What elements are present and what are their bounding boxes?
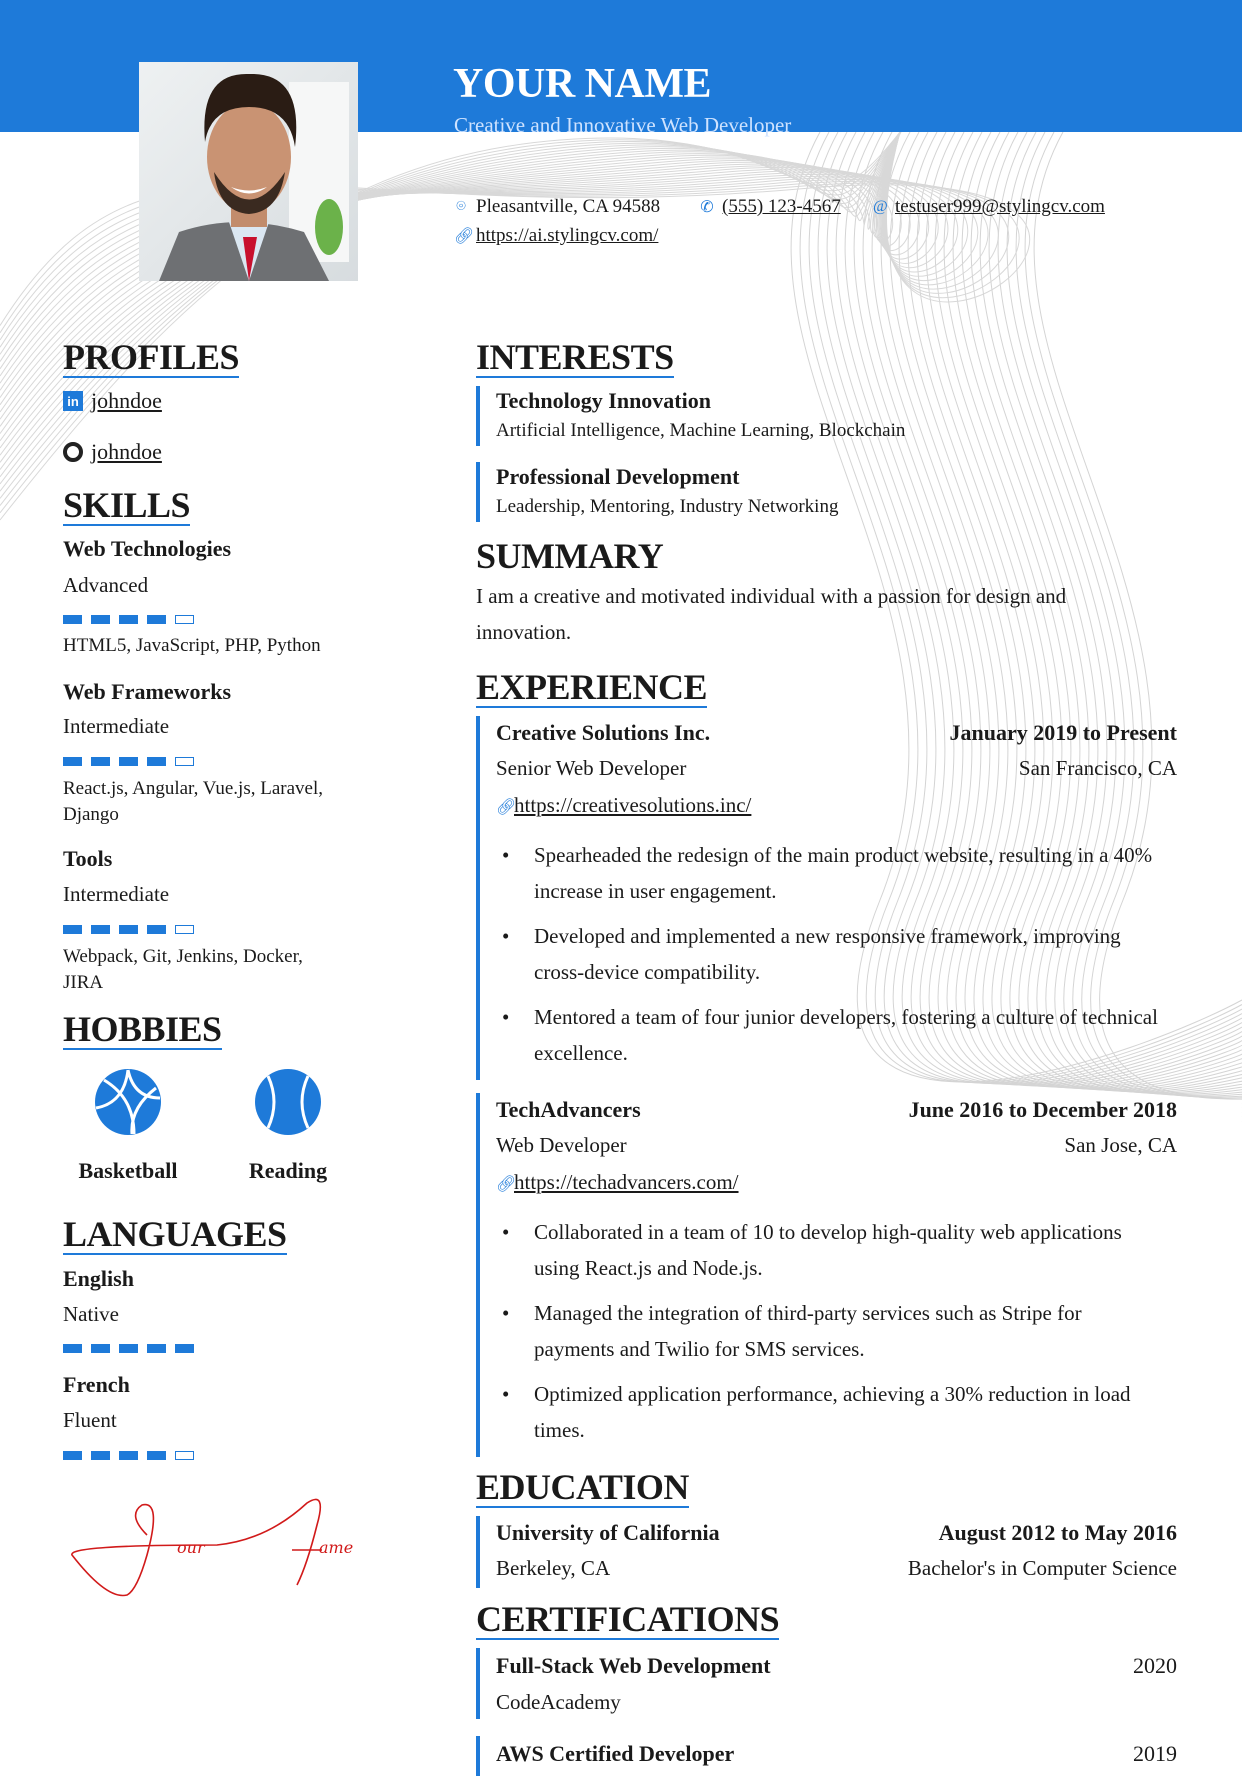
experience-item — [476, 1093, 1177, 1457]
phone-icon: ✆ — [700, 199, 714, 216]
rating-segment-filled — [91, 925, 110, 934]
skill-level: Intermediate — [63, 882, 170, 906]
skill-rating — [63, 757, 194, 766]
rating-segment-filled — [147, 1451, 166, 1460]
skill-keywords: Webpack, Git, Jenkins, Docker, — [63, 946, 303, 967]
certification-issuer: CodeAcademy — [496, 1690, 621, 1714]
rating-segment-filled — [147, 1344, 166, 1353]
email-link[interactable]: testuser999@stylingcv.com — [895, 196, 1105, 217]
education-degree: Bachelor's in Computer Science — [907, 1556, 1177, 1580]
contact-website[interactable] — [454, 225, 658, 247]
skills-heading: SKILLS — [63, 485, 191, 525]
baseball-icon — [254, 1068, 322, 1136]
skill-name: Tools — [63, 846, 113, 871]
experience-bullet: • Mentored a team of four junior developers, fostering a culture of technical excellence. — [496, 999, 1167, 1071]
rating-segment-filled — [119, 1451, 138, 1460]
candidate-name: YOUR NAME — [453, 61, 711, 107]
job-dates: June 2016 to December 2018 — [908, 1097, 1177, 1122]
rating-segment-filled — [175, 1344, 194, 1353]
rating-segment-filled — [91, 1344, 110, 1353]
skill-keywords: React.js, Angular, Vue.js, Laravel, — [63, 778, 323, 799]
rating-segment-filled — [63, 757, 82, 766]
education-item — [476, 1516, 1177, 1588]
rating-segment-empty — [175, 925, 194, 934]
website-link[interactable]: https://ai.stylingcv.com/ — [476, 225, 659, 246]
interest-title: Technology Innovation — [496, 388, 711, 413]
hobby-label: Basketball — [78, 1158, 178, 1183]
rating-segment-filled — [147, 757, 166, 766]
linkedin-link[interactable]: johndoe — [91, 388, 162, 413]
github-icon — [63, 442, 83, 462]
location-text: Pleasantville, CA 94588 — [476, 196, 661, 217]
language-rating — [63, 1344, 194, 1353]
summary-heading: SUMMARY — [476, 536, 664, 576]
experience-bullet: • Collaborated in a team of 10 to develop high-quality web applications using React.js and Node.js. — [496, 1214, 1167, 1286]
rating-segment-filled — [91, 757, 110, 766]
map-pin-icon: ⌾ — [456, 198, 466, 215]
profile-github[interactable] — [63, 439, 162, 465]
rating-segment-empty — [175, 615, 194, 624]
skill-keywords: HTML5, JavaScript, PHP, Python — [63, 635, 321, 656]
job-location: San Jose, CA — [1064, 1133, 1177, 1157]
rating-segment-filled — [119, 615, 138, 624]
contact-email[interactable] — [873, 196, 1105, 218]
skill-keywords: Django — [63, 804, 119, 825]
languages-heading: LANGUAGES — [63, 1214, 287, 1254]
language-name: French — [63, 1372, 130, 1397]
rating-segment-filled — [147, 925, 166, 934]
company-name: Creative Solutions Inc. — [496, 720, 711, 745]
rating-segment-empty — [175, 757, 194, 766]
summary-text: innovation. — [476, 620, 572, 644]
job-position: Senior Web Developer — [496, 756, 687, 780]
interest-item — [476, 462, 1177, 522]
hobby-basketball — [68, 1068, 188, 1184]
job-title: Creative and Innovative Web Developer — [454, 113, 792, 137]
rating-segment-filled — [119, 925, 138, 934]
experience-bullet: • Developed and implemented a new responsive framework, improving cross-device compatibility. — [496, 918, 1167, 990]
contact-location — [454, 196, 660, 218]
language-rating — [63, 1451, 194, 1460]
language-name: English — [63, 1266, 134, 1291]
svg-text:ame: ame — [319, 1538, 354, 1557]
company-link[interactable]: https://creativesolutions.inc/ — [514, 793, 752, 817]
skill-keywords: JIRA — [63, 972, 104, 993]
job-dates: January 2019 to Present — [949, 720, 1177, 745]
interests-heading: INTERESTS — [476, 337, 674, 377]
skill-level: Intermediate — [63, 714, 170, 738]
github-link[interactable]: johndoe — [91, 439, 162, 464]
basketball-icon — [94, 1068, 162, 1136]
education-heading: EDUCATION — [476, 1467, 689, 1507]
summary-text: I am a creative and motivated individual with a passion for design and — [476, 584, 1067, 608]
interest-item — [476, 386, 1177, 446]
job-position: Web Developer — [496, 1133, 627, 1157]
phone-link[interactable]: (555) 123-4567 — [722, 196, 841, 217]
link-icon: 🔗︎ — [496, 1176, 517, 1193]
company-link[interactable]: https://techadvancers.com/ — [514, 1170, 739, 1194]
svg-text:our: our — [177, 1538, 205, 1557]
signature — [67, 1495, 357, 1600]
experience-heading: EXPERIENCE — [476, 667, 708, 707]
skill-level: Advanced — [63, 573, 149, 597]
link-icon: 🔗︎ — [454, 228, 475, 245]
certification-year: 2019 — [1133, 1741, 1177, 1766]
experience-item — [476, 716, 1177, 1080]
profile-photo — [139, 62, 358, 281]
experience-bullet: • Spearheaded the redesign of the main product website, resulting in a 40% increase in user engagement. — [496, 837, 1167, 909]
education-dates: August 2012 to May 2016 — [938, 1520, 1177, 1545]
link-icon: 🔗︎ — [496, 799, 517, 816]
language-level: Native — [63, 1302, 119, 1326]
certification-title: AWS Certified Developer — [496, 1741, 735, 1766]
certification-title: Full-Stack Web Development — [496, 1653, 771, 1678]
hobby-reading — [228, 1068, 348, 1184]
company-name: TechAdvancers — [496, 1097, 641, 1122]
certification-item — [476, 1648, 1177, 1719]
certification-year: 2020 — [1133, 1653, 1177, 1678]
language-level: Fluent — [63, 1408, 117, 1432]
hobby-label: Reading — [248, 1158, 328, 1183]
institution-name: University of California — [496, 1520, 720, 1545]
skill-rating — [63, 925, 194, 934]
rating-segment-filled — [91, 615, 110, 624]
experience-bullet: • Managed the integration of third-party services such as Stripe for payments and Twilio for SMS services. — [496, 1295, 1167, 1367]
rating-segment-filled — [63, 615, 82, 624]
linkedin-icon: in — [63, 391, 83, 411]
rating-segment-filled — [63, 1344, 82, 1353]
job-location: San Francisco, CA — [1018, 756, 1177, 780]
rating-segment-filled — [63, 925, 82, 934]
interest-title: Professional Development — [496, 464, 740, 489]
contact-phone[interactable] — [700, 196, 841, 218]
at-icon: @ — [873, 198, 888, 215]
skill-rating — [63, 615, 194, 624]
certification-item — [476, 1736, 1177, 1776]
rating-segment-filled — [63, 1451, 82, 1460]
rating-segment-filled — [147, 615, 166, 624]
profiles-heading: PROFILES — [63, 337, 240, 377]
rating-segment-empty — [175, 1451, 194, 1460]
skill-name: Web Frameworks — [63, 679, 232, 704]
interest-keywords: Artificial Intelligence, Machine Learning, Blockchain — [496, 420, 906, 441]
hobbies-heading: HOBBIES — [63, 1009, 222, 1049]
interest-keywords: Leadership, Mentoring, Industry Networking — [496, 496, 839, 517]
education-location: Berkeley, CA — [496, 1556, 611, 1580]
skill-name: Web Technologies — [63, 536, 232, 561]
profile-linkedin[interactable] — [63, 388, 162, 414]
certifications-heading: CERTIFICATIONS — [476, 1599, 780, 1639]
rating-segment-filled — [91, 1451, 110, 1460]
experience-bullet: • Optimized application performance, achieving a 30% reduction in load times. — [496, 1376, 1167, 1448]
rating-segment-filled — [119, 1344, 138, 1353]
rating-segment-filled — [119, 757, 138, 766]
